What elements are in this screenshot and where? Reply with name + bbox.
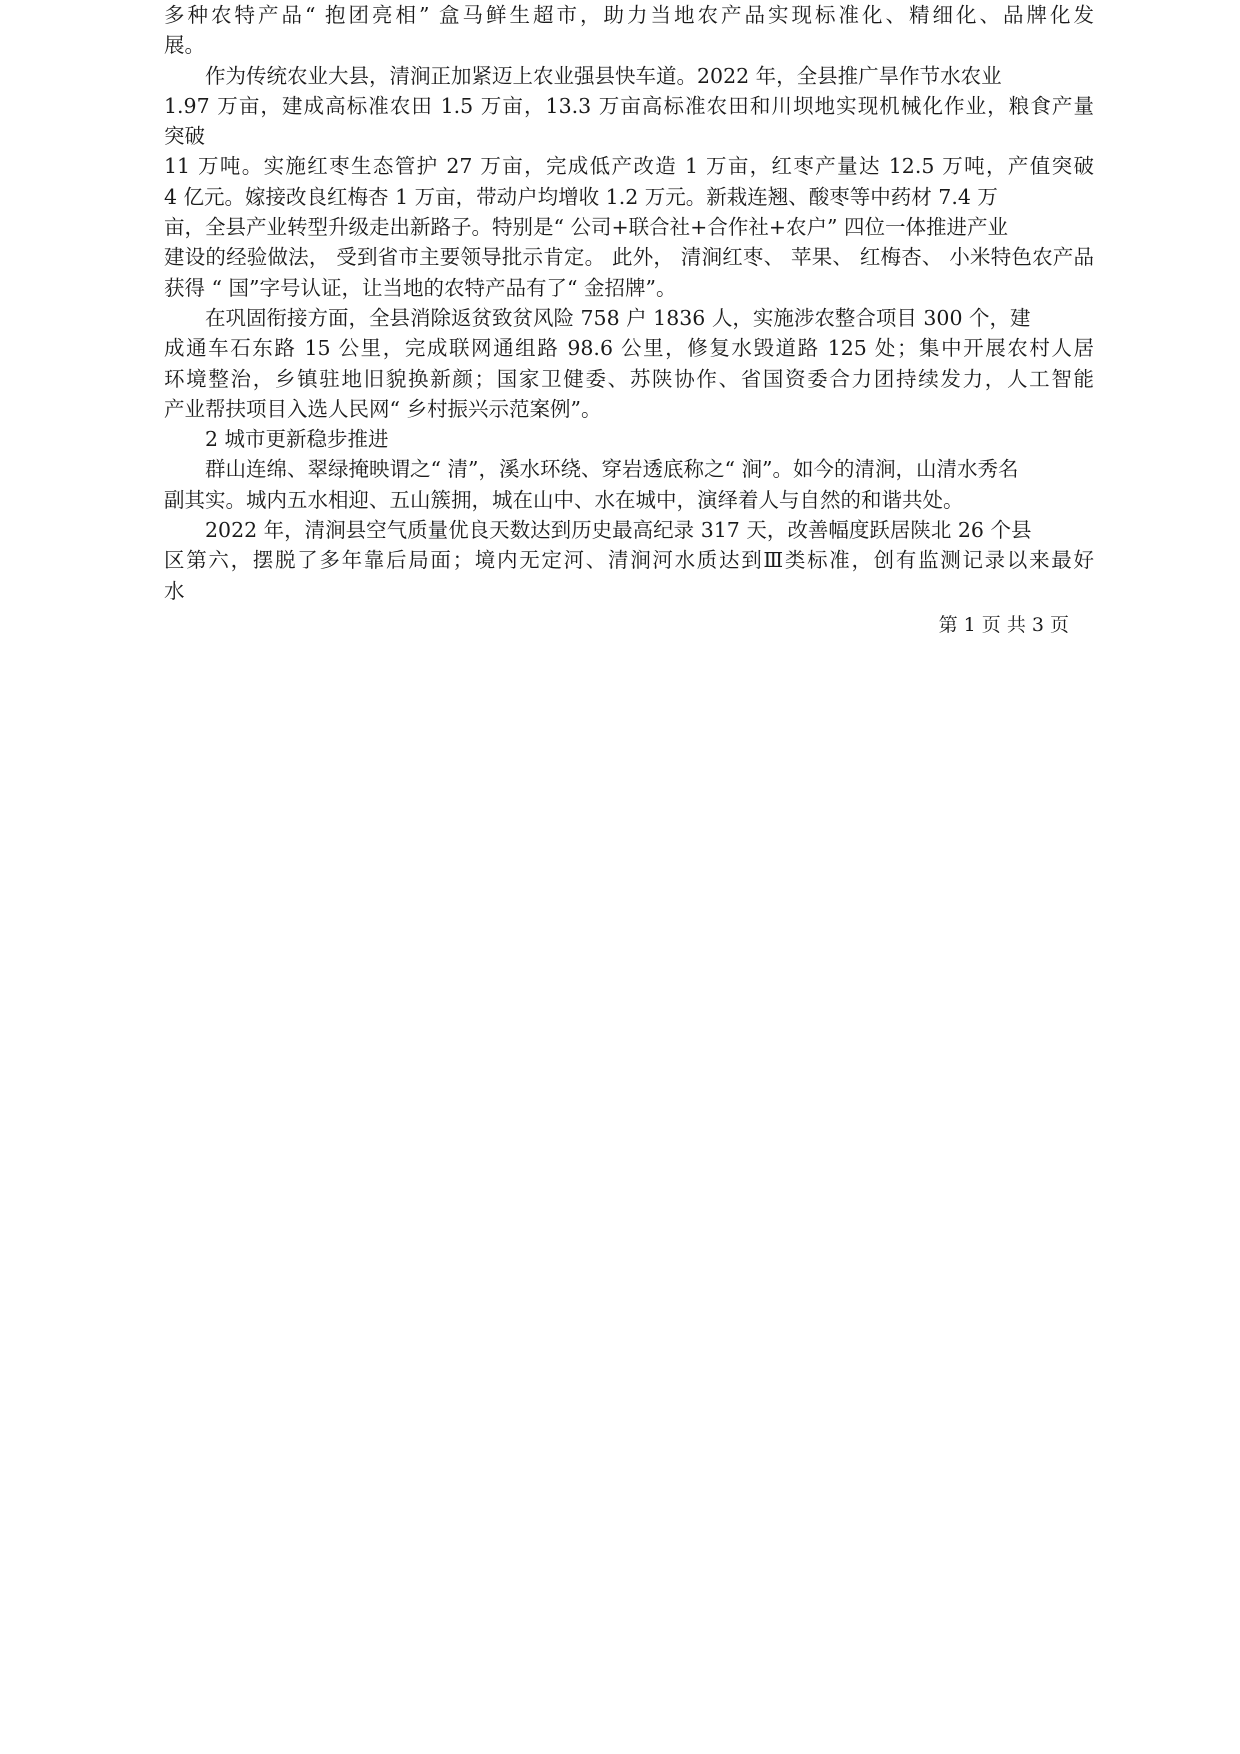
text-line: 4 亿元。嫁接改良红梅杏 1 万亩，带动户均增收 1.2 万元。新栽连翘、酸枣等中药材 7.4 万 [164,184,998,209]
text-line: 1.97 万亩，建成高标准农田 1.5 万亩，13.3 万亩高标准农田和川坝地实现机械化作业，粮食产量 [164,93,1094,118]
text-line: 成通车石东路 15 公里，完成联网通组路 98.6 公里，修复水毁道路 125 处；集中开展农村人居 [164,336,1094,361]
text-line: 环境整治，乡镇驻地旧貌换新颜；国家卫健委、苏陕协作、省国资委合力团持续发力，人工智能 [164,366,1094,391]
text-line: 区第六，摆脱了多年靠后局面；境内无定河、清涧河水质达到Ⅲ类标准，创有监测记录以来最好 [164,548,1094,573]
text-line: 在巩固衔接方面，全县消除返贫致贫风险 758 户 1836 人，实施涉农整合项目 300 个，建 [205,305,1031,330]
body-text [164,0,1094,606]
text-line: 多种农特产品“ 抱团亮相” 盒马鲜生超市，助力当地农产品实现标准化、精细化、品牌化发 [164,3,1094,27]
text-line: 建设的经验做法， 受到省市主要领导批示肯定。 此外， 清涧红枣、 苹果、 红梅杏、 小米特色农产品 [164,245,1094,270]
text-line: 产业帮扶项目入选人民网“ 乡村振兴示范案例”。 [164,396,602,421]
text-line: 亩，全县产业转型升级走出新路子。特别是“ 公司+联合社+合作社+农户” 四位一体推进产业 [164,215,1009,240]
section-heading: 2 城市更新稳步推进 [205,427,389,452]
text-line: 突破 [164,124,205,149]
text-line: 11 万吨。实施红枣生态管护 27 万亩，完成低产改造 1 万亩，红枣产量达 12.5 万吨，产值突破 [164,154,1094,179]
text-line: 获得 “ 国”字号认证，让当地的农特产品有了“ 金招牌”。 [164,275,677,300]
text-line: 2022 年，清涧县空气质量优良天数达到历史最高纪录 317 天，改善幅度跃居陕北 26 个县 [205,518,1032,543]
text-line: 展。 [164,33,205,58]
page-number-footer: 第 1 页 共 3 页 [938,614,1069,636]
text-line: 作为传统农业大县，清涧正加紧迈上农业强县快车道。2022 年，全县推广旱作节水农业 [205,63,1002,88]
text-line: 群山连绵、翠绿掩映谓之“ 清”，溪水环绕、穿岩透底称之“ 涧”。如今的清涧，山清水秀名 [205,457,1019,482]
text-line: 水 [164,578,185,603]
text-line: 副其实。城内五水相迎、五山簇拥，城在山中、水在城中，演绎着人与自然的和谐共处。 [164,487,964,512]
